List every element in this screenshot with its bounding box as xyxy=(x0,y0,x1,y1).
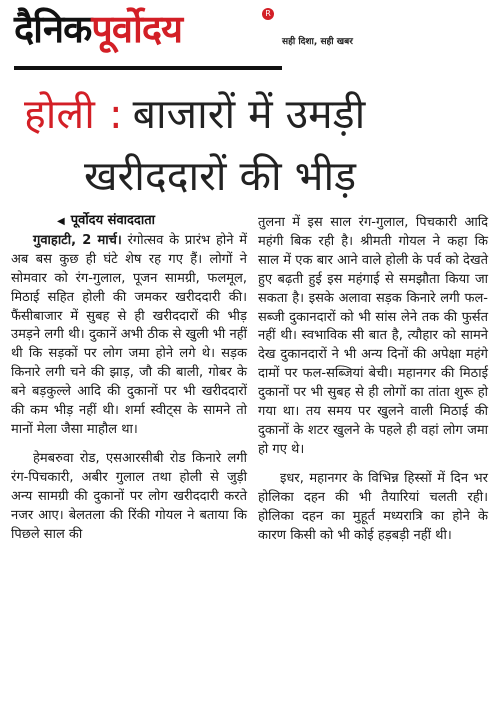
masthead-rule xyxy=(14,66,282,70)
paragraph-1-text: रंगोत्सव के प्रारंभ होने में अब बस कुछ ही घंटे शेष रह गए हैं। लोगों ने सोमवार को रंग-गुलाल, पूजन सामग्री, फलमूल, मिठाई सहित होली की जमकर खरीददारी की। फैंसीबाजार में सुबह से ही खरीददारों की भीड़ उमड़ने लगी थी। दुकानें अभी ठीक से खुली भी नहीं थी कि सड़कों पर लोग जमा होने लगे थे। सड़क किनारे लगी चने की झाड़, जौ की बाली, गोबर के बने बड़कुल्ले आदि की दुकानों पर भी खरीददारों की कम भीड़ नहीं थी। शर्मा स्वीट्स के सामने तो मानों मेला जैसा माहौल था। xyxy=(11,232,247,437)
headline-line1 xyxy=(24,88,365,140)
registered-mark-icon: R xyxy=(262,8,274,20)
byline-arrow-icon: ◀ xyxy=(57,216,65,227)
headline-text-line1: बाजारों में उमड़ी xyxy=(132,90,366,138)
masthead-tagline: सही दिशा, सही खबर xyxy=(282,37,353,47)
headline-colon: : xyxy=(108,90,123,138)
dateline: गुवाहाटी, 2 मार्च। xyxy=(33,232,122,248)
article-column-right xyxy=(258,214,488,545)
article-paragraph-3: तुलना में इस साल रंग-गुलाल, पिचकारी आदि महंगी बिक रही है। श्रीमती गोयल ने कहा कि साल में एक बार आने वाले होली के पर्व को देखते हुए बढ़ती हुई इस महंगाई से समझौता किया जा सकता है। इसके अलावा सड़क किनारे लगी फल-सब्जी दुकानदारों को भी सांस लेने तक की फुर्सत नहीं थी। स्वभाविक सी बात है, त्यौहार को सामने देख दुकानदारों ने भी अन्य दिनों की अपेक्षा महंगे दामों पर फल-सब्जियां बेची। महानगर की मिठाई दुकानों पर भी सुबह से ही लोगों का तांता शुरू हो गया था। तय समय पर खुलने वाली मिठाई की दुकानों के शटर खुलने के पहले ही वहां लोग जमा हो गए थे। xyxy=(258,215,488,457)
brand-part2: पूर्वोदय xyxy=(91,7,183,51)
byline xyxy=(11,212,247,232)
byline-text: पूर्वोदय संवाददाता xyxy=(70,213,155,228)
article-paragraph-1 xyxy=(11,232,247,440)
article-paragraph-4: इधर, महानगर के विभिन्न हिस्सों में दिन भर होलिका दहन की भी तैयारियां चलती रही। होलिका दहन का मुहूर्त मध्यरात्रि का होने के कारण किसी को भी कोई हड़बड़ी नहीं थी। xyxy=(258,470,488,543)
article-paragraph-2: हेमबरुवा रोड, एसआरसीबी रोड किनारे लगी रंग-पिचकारी, अबीर गुलाल तथा होली से जुड़ी अन्य सामग्री की दुकानों पर लोग खरीददारी करते नजर आए। बेलतला की रिंकी गोयल ने बताया कि पिछले साल की xyxy=(11,450,247,542)
headline-line2: खरीददारों की भीड़ xyxy=(84,152,357,200)
masthead xyxy=(0,0,491,82)
brand-part1: दैनिक xyxy=(14,7,92,51)
article-column-left xyxy=(11,212,247,544)
headline-tag: होली xyxy=(24,90,95,138)
newspaper-logo xyxy=(14,2,182,54)
